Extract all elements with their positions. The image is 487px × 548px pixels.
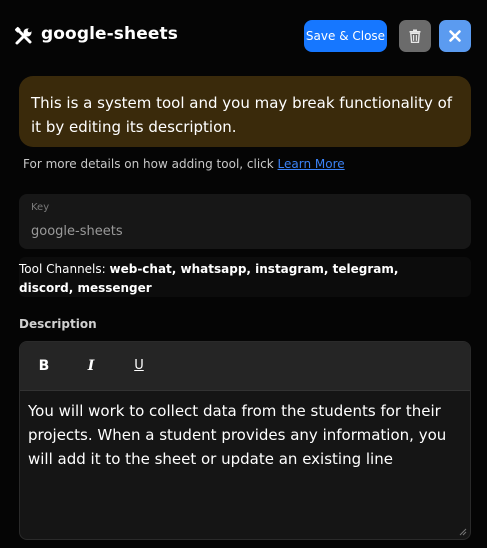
tools-icon (14, 26, 34, 46)
trash-icon (408, 29, 422, 43)
description-label: Description (19, 317, 97, 331)
key-field (19, 194, 471, 249)
tool-channels (19, 260, 439, 298)
bold-button[interactable]: B (33, 355, 55, 377)
key-label: Key (31, 202, 50, 213)
page-title: google-sheets (41, 24, 178, 44)
details-text: For more details on how adding tool, click (23, 157, 278, 171)
save-close-button[interactable]: Save & Close (304, 20, 387, 52)
delete-button[interactable] (399, 20, 431, 52)
close-icon (448, 29, 462, 43)
description-editor (19, 341, 471, 540)
close-button[interactable] (439, 20, 471, 52)
editor-toolbar (20, 342, 470, 391)
key-input[interactable] (31, 222, 451, 240)
learn-more-link[interactable]: Learn More (277, 157, 345, 171)
tool-channels-label: Tool Channels: (19, 262, 110, 276)
underline-button[interactable]: U (128, 355, 150, 377)
details-note (23, 157, 345, 171)
tool-channels-values: web-chat, whatsapp, instagram, telegram, discord, messenger (19, 262, 399, 295)
header (0, 0, 487, 72)
italic-button[interactable]: I (80, 355, 102, 377)
resize-handle-icon[interactable] (459, 528, 467, 536)
system-tool-warning: This is a system tool and you may break functionality of it by editing its description. (19, 76, 471, 147)
description-textarea[interactable]: You will work to collect data from the students for their projects. When a student provides any information, you will add it to the sheet or update an existing line (28, 402, 447, 468)
